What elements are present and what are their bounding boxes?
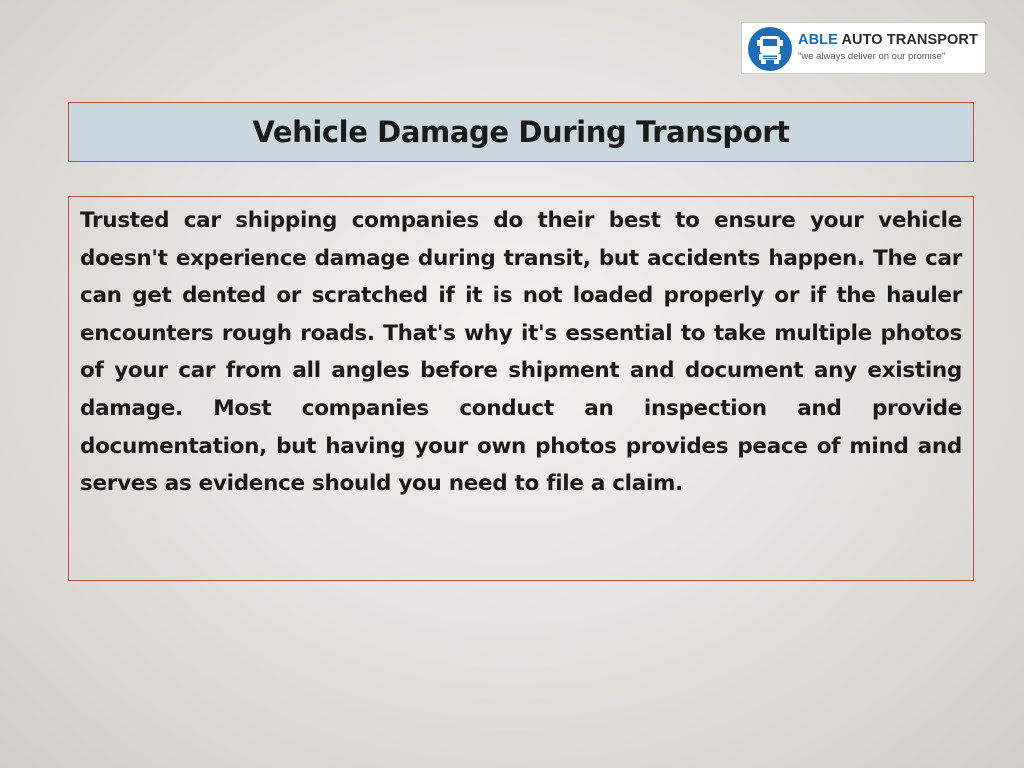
title-banner	[68, 102, 974, 162]
logo-brand-primary: ABLE	[798, 32, 838, 48]
logo-text	[798, 32, 984, 63]
logo-tagline: "we always deliver on our promise"	[798, 51, 946, 62]
logo-brand	[798, 32, 984, 49]
truck-icon	[748, 27, 792, 71]
slide-title: Vehicle Damage During Transport	[252, 115, 790, 149]
body-paragraph: Trusted car shipping companies do their best to ensure your vehicle doesn't experience damage during transit, but accidents happen. The car can get dented or scratched if it is not loaded properly or if the hauler encounters rough roads. That's why it's essential to take multiple photos of your car from all angles before shipment and document any existing damage. Most companies conduct an inspection and provide documentation, but having your own photos provides peace of mind and serves as evidence should you need to file a claim.	[80, 208, 962, 497]
logo-brand-secondary: AUTO TRANSPORT	[841, 32, 978, 48]
company-logo	[741, 22, 986, 74]
content-box	[68, 196, 974, 581]
